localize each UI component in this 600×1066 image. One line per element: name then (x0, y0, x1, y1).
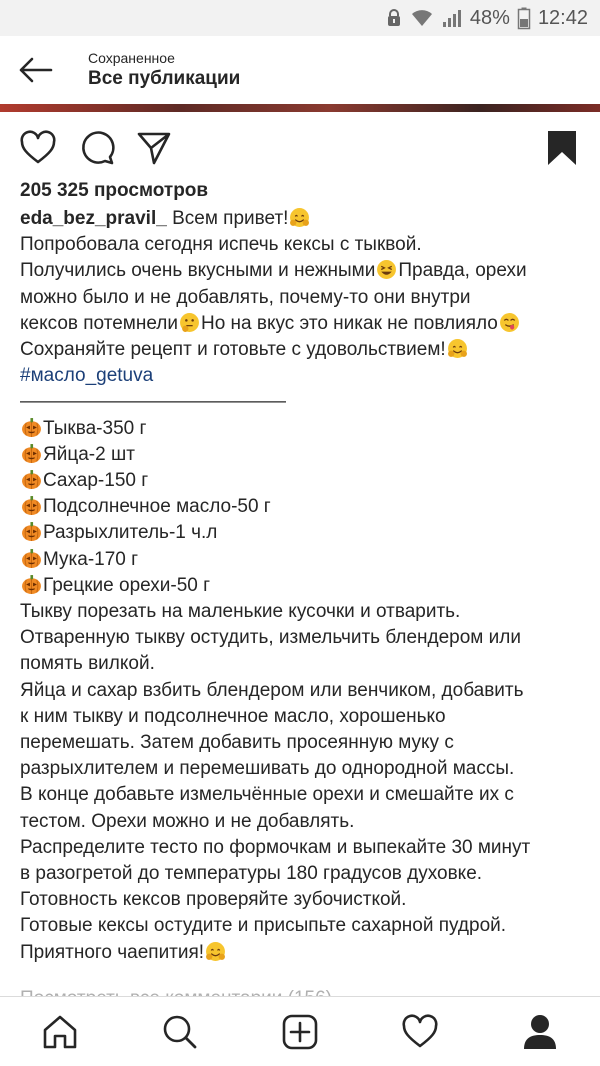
paper-plane-icon (136, 130, 172, 166)
pumpkin-icon (21, 574, 42, 595)
home-icon (42, 1014, 78, 1050)
nav-profile[interactable] (510, 1002, 570, 1062)
page-title: Все публикации (88, 68, 241, 89)
post-image-edge[interactable] (0, 104, 600, 112)
caption-text: Получились очень вкусными и нежными (20, 260, 376, 282)
like-button[interactable] (18, 128, 58, 168)
post-actions (0, 122, 600, 174)
yum-face-emoji-icon (499, 312, 520, 333)
caption-line-4: можно было и не добавлять, почему-то они внутри (20, 286, 471, 308)
pumpkin-icon (21, 495, 42, 516)
header (0, 36, 600, 104)
hugging-face-emoji-icon (205, 941, 226, 962)
instruction-line: Готовность кексов проверяйте зубочисткой. (20, 889, 407, 911)
pumpkin-icon (21, 417, 42, 438)
status-bar (0, 0, 600, 36)
vpn-lock-icon (386, 9, 402, 27)
instruction-line: помять вилкой. (20, 653, 155, 675)
arrow-left-icon (17, 56, 53, 84)
nav-activity[interactable] (390, 1002, 450, 1062)
caption-line-6 (20, 337, 590, 363)
pumpkin-icon (21, 548, 42, 569)
instruction-line: в разогретой до температуры 180 градусов духовке. (20, 863, 483, 885)
ingredient-item (20, 442, 590, 468)
caption-text: Сохраняйте рецепт и готовьте с удовольствием! (20, 339, 446, 361)
instruction-line: разрыхлителем и перемешивать до однородной массы. (20, 758, 515, 780)
thinking-face-emoji-icon (179, 312, 200, 333)
comment-icon (79, 130, 115, 166)
pumpkin-icon (21, 521, 42, 542)
share-button[interactable] (134, 128, 174, 168)
caption-text: Приятного чаепития! (20, 941, 205, 963)
nav-home[interactable] (30, 1002, 90, 1062)
caption-text: Правда, орехи (398, 260, 527, 282)
header-titles (88, 49, 240, 91)
clock: 12:42 (537, 6, 588, 29)
ingredient-item (20, 468, 590, 494)
comment-button[interactable] (77, 128, 117, 168)
ingredient-item (20, 520, 590, 546)
save-button[interactable] (542, 128, 582, 168)
grinning-squint-emoji-icon (376, 259, 397, 280)
caption-text: Всем привет! (166, 208, 289, 229)
instruction-line: к ним тыкву и подсолнечное масло, хорошенько (20, 705, 446, 727)
ingredient-text: Тыква-350 г (43, 417, 147, 439)
ingredient-text: Сахар-150 г (43, 470, 149, 492)
caption-text: Но на вкус это никак не повлияло (200, 312, 498, 334)
instruction-line: тестом. Орехи можно и не добавлять. (20, 810, 355, 832)
caption-line-2: Попробовала сегодня испечь кексы с тыквой. (20, 234, 422, 256)
hashtag-link[interactable]: #масло_getuva (20, 365, 154, 387)
caption-text: кексов потемнели (20, 312, 178, 334)
instruction-line: В конце добавьте измельчённые орехи и смешайте их с (20, 784, 514, 806)
ingredient-text: Яйца-2 шт (43, 443, 135, 465)
instruction-line: Распределите тесто по формочкам и выпекайте 30 минут (20, 836, 531, 858)
closing-line (20, 940, 590, 966)
signal-icon (442, 8, 462, 28)
profile-icon (523, 1014, 557, 1050)
back-button[interactable] (0, 36, 70, 104)
instruction-line: перемешать. Затем добавить просеянную муку с (20, 732, 454, 754)
instruction-line: Готовые кексы остудите и присыпьте сахарной пудрой. (20, 915, 507, 937)
bottom-nav (0, 996, 600, 1066)
post-caption (20, 176, 590, 966)
username-link[interactable]: eda_bez_pravil_ (20, 208, 167, 229)
heart-icon (402, 1016, 438, 1048)
battery-percent: 48% (469, 6, 510, 29)
search-icon (162, 1014, 198, 1050)
divider-text: —————————————— (20, 391, 286, 413)
hugging-face-emoji-icon (447, 338, 468, 359)
view-count[interactable]: 205 325 просмотров (20, 180, 209, 201)
ingredient-text: Подсолнечное масло-50 г (43, 496, 271, 518)
ingredient-text: Мука-170 г (43, 548, 139, 570)
battery-icon (518, 7, 530, 29)
caption-line-3 (20, 258, 590, 284)
add-post-icon (282, 1014, 318, 1050)
ingredient-text: Разрыхлитель-1 ч.л (43, 522, 218, 544)
hugging-face-emoji-icon (289, 207, 310, 228)
heart-icon (20, 132, 56, 164)
caption-line-1 (20, 206, 590, 232)
pumpkin-icon (21, 469, 42, 490)
instruction-line: Тыкву порезать на маленькие кусочки и отварить. (20, 601, 461, 623)
ingredient-text: Грецкие орехи-50 г (43, 574, 211, 596)
ingredient-item (20, 573, 590, 599)
header-subtitle: Сохраненное (88, 50, 175, 66)
nav-search[interactable] (150, 1002, 210, 1062)
ingredient-item (20, 494, 590, 520)
wifi-icon (410, 8, 434, 28)
instruction-line: Отваренную тыкву остудить, измельчить блендером или (20, 627, 521, 649)
nav-new-post[interactable] (270, 1002, 330, 1062)
ingredient-item (20, 547, 590, 573)
ingredient-item (20, 416, 590, 442)
pumpkin-icon (21, 443, 42, 464)
instruction-line: Яйца и сахар взбить блендером или венчиком, добавить (20, 679, 524, 701)
caption-line-5 (20, 311, 590, 337)
bookmark-filled-icon (546, 130, 578, 166)
